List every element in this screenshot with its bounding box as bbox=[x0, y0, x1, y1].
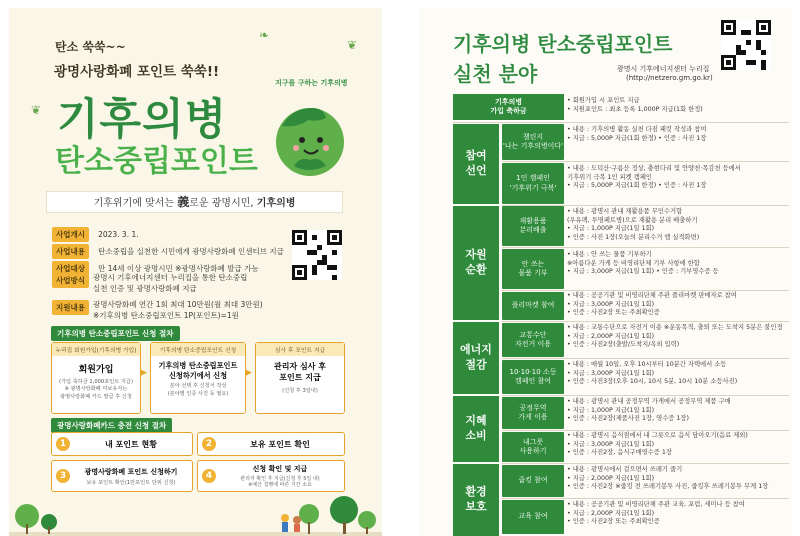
leaf-icon: ❧ bbox=[259, 28, 270, 42]
row-desc: • 내용 : 안 쓰는 물품 기부하기 ※아름다운 가게 등 비영리단체 기부 사항에 한함 • 지급 : 3,000P 지급(1일 1회) • 인증 : 기부영수증 등 bbox=[567, 251, 719, 275]
arrow-right-icon: ▶ bbox=[245, 368, 252, 378]
procedure-step: 기후의병 탄소중립포인트 신청 기후의병 탄소중립포인트 신청하기에서 신청 분야 선택 후 신청서 작성 (분야별 인증 사진 등 필요) bbox=[150, 342, 246, 414]
mascot-caption: 지구를 구하는 기후의병 bbox=[275, 79, 348, 87]
table-row: 내그릇 사용하기 bbox=[502, 432, 564, 462]
divider bbox=[502, 247, 789, 248]
row-desc: • 내용 : 광명시 관내 공정무역 가게에서 공정무역 제품 구매 • 지급 : 1,000P 지급(1일 1회) • 인증 : 사진2장(제품사진 1장, 영수증 1장) bbox=[567, 398, 731, 422]
table-row: 교통수단 자전거 이용 bbox=[502, 323, 564, 357]
row-desc: • 내용 : 공공기관 및 비영리단체 주관 교육, 포럼, 세미나 등 참여 • 지급 : 2,000P 지급(1일 1회) • 인증 : 사진2장 또는 주최확인증 bbox=[567, 501, 745, 525]
divider bbox=[502, 430, 789, 431]
earth-mascot bbox=[264, 86, 352, 184]
table-row: 교육 참여 bbox=[502, 500, 564, 534]
site-name: 광명시 기후에너지센터 누리집 bbox=[617, 65, 710, 73]
card-step: 3 광명사랑화폐 포인트 신청하기 보유 포인트 확인(1만포인트 단위 신청) bbox=[51, 460, 193, 492]
table-header-desc: • 회원가입 시 포인트 지급 • 지원포인트 : 최초 등록 1,000P 지급(1회 한정) bbox=[567, 97, 703, 113]
row-desc: • 내용 : 기후의병 활동 실천 다짐 패킷 작성과 참여 • 지급 : 5,000P 지급(1회 한정) • 인증 : 사진 1장 bbox=[567, 126, 707, 142]
card-step: 2 보유 포인트 확인 bbox=[197, 432, 345, 456]
category-wise-consumption: 지혜 소비 bbox=[453, 396, 499, 462]
tagline: 기후위기에 맞서는 義로운 광명시민, 기후의병 bbox=[46, 191, 343, 213]
divider bbox=[502, 321, 789, 322]
info-row: 사업개시 2023. 3. 1. bbox=[52, 222, 139, 242]
category-participation: 참여 선언 bbox=[453, 124, 499, 204]
divider bbox=[502, 498, 789, 499]
table-row: 재활용품 분리배출 bbox=[502, 206, 564, 246]
qr-code[interactable] bbox=[292, 230, 342, 280]
tree-illustration bbox=[9, 494, 382, 536]
divider bbox=[502, 358, 789, 359]
table-row: 플리마켓 참여 bbox=[502, 292, 564, 320]
category-recycling: 자원 순환 bbox=[453, 206, 499, 320]
page-subtitle: 탄소중립포인트 bbox=[55, 144, 258, 179]
procedure-step: 누리집 회원가입(기후의병 가입) 회원가입 (가입 축하금 1,000포인트 지급) ※ 광명사랑화폐 미보유자는 광명사랑화폐 카드 발급 후 신청 bbox=[51, 342, 141, 414]
right-page bbox=[419, 8, 792, 536]
leaf-icon: ❦ bbox=[31, 103, 42, 117]
arrow-right-icon: ▶ bbox=[140, 368, 147, 378]
divider bbox=[453, 122, 789, 123]
page-title: 기후의병 bbox=[57, 95, 228, 145]
kicker-1: 탄소 쑥쑥~~ bbox=[55, 40, 126, 54]
row-desc: • 내용 : 공공기관 및 비영리단체 주관 플리마켓 판매자로 참여 • 지급 : 3,000P 지급(1일 1회) • 인증 : 사진2장 또는 주최확인증 bbox=[567, 292, 737, 316]
qr-code[interactable] bbox=[721, 20, 771, 70]
divider bbox=[502, 290, 789, 291]
card-procedure-title: 광명사랑화폐카드 충전 신청 절차 bbox=[51, 418, 172, 433]
divider bbox=[502, 161, 789, 162]
table-row: 챌린지 '나는 기후의병이다' bbox=[502, 124, 564, 160]
divider bbox=[502, 463, 789, 464]
card-step: 4 신청 확인 및 지급 관리자 확인 후 지급(신청 후 5일 내) ※예산 집행에 따른 기간 소요 bbox=[197, 460, 345, 492]
info-row: 사업내용 탄소중립을 실천한 시민에게 광명사랑화폐 인센티브 지급 bbox=[52, 239, 284, 259]
procedure-step: 심사 후 포인트 지급 관리자 심사 후 포인트 지급 (신청 후 3일내) bbox=[255, 342, 345, 414]
row-desc: • 내용 : 교통수단으로 자전거 이용 ※운동목적, 출퇴 또는 도착지 5분은 불인정 • 지급 : 2,000P 지급(1일 1회) • 인증 : 사진2장(출발/도착지/옥외 입력) bbox=[567, 324, 783, 348]
page-title: 기후의병 탄소중립포인트 bbox=[453, 32, 673, 56]
table-row: 줍킹 참여 bbox=[502, 465, 564, 497]
divider bbox=[502, 395, 789, 396]
site-url[interactable]: (http://netzero.gm.go.kr) bbox=[626, 74, 713, 82]
table-row: 1인 캠페인 '기후위기 극복' bbox=[502, 163, 564, 204]
leaf-icon: ❦ bbox=[347, 38, 358, 52]
row-desc: • 내용 : 매월 10일, 오후 10시부터 10분간 자택에서 소등 • 지급 : 3,000P 지급(1일 1회) • 인증 : 사진3장(오후 10시, 10시 5분, 10시 10분 소등사진) bbox=[567, 361, 738, 385]
left-page bbox=[9, 8, 382, 536]
category-energy: 에너지 절감 bbox=[453, 322, 499, 394]
row-desc: • 내용 : 광명시 음식점에서 내 그릇으로 음식 담아오기(음료 제외) • 지급 : 3,000P 지급(1일 1회) • 인증 : 사진2장, 음식구매영수증 1장 bbox=[567, 432, 748, 456]
row-desc: • 내용 : 광명시 관내 재활용품 무인수거함 (우유팩, 투명페트병)으로 재활용 분리 배출하기 • 지급 : 1,000P 지급(1일 1회) • 인증 : 사진 1장(오늘의 분리수거 앱 실적화면) bbox=[567, 208, 700, 241]
category-environment: 환경 보호 bbox=[453, 464, 499, 536]
table-row: 공정무역 가게 이용 bbox=[502, 397, 564, 429]
kicker-2: 광명사랑화폐 포인트 쑥쑥!! bbox=[54, 64, 220, 80]
table-row: 안 쓰는 물품 기부 bbox=[502, 249, 564, 289]
info-row: 사업방식 광명시 기후에너지센터 누리집을 통한 탄소중립 실천 인증 및 광명사랑화폐 지급 bbox=[52, 273, 312, 294]
info-row: 지원내용 광명사랑화폐 연간 1회 최대 10만원(월 최대 3만원) ※기후의병 탄소중립포인트 1P(포인트)=1원 bbox=[52, 300, 312, 321]
table-header: 기후의병 가입 축하금 bbox=[453, 94, 564, 120]
row-desc: • 내용 : 도덕산·구름산 정상, 충현다리 및 안양천·목감천 등에서 기후위기 극복 1인 피켓 캠페인 • 지급 : 5,000P 지급(1회 한정) • 인증 : 사진 1장 bbox=[567, 165, 741, 189]
row-desc: • 내용 : 광명시에서 걸으면서 쓰레기 줍기 • 지급 : 2,000P 지급(1일 1회) • 인증 : 사진2장 ※줍킹 전 쓰레기봉투 사진, 줍킹후 쓰레기봉투 무게 1장 bbox=[567, 466, 769, 490]
card-step: 1 내 포인트 현황 bbox=[51, 432, 193, 456]
page-subtitle: 실천 분야 bbox=[453, 62, 538, 86]
procedure-title: 기후의병 탄소중립포인트 신청 절차 bbox=[51, 326, 180, 341]
table-row: 10·10·10 소등 캠페인 참여 bbox=[502, 360, 564, 394]
info-row: 사업대상 만 14세 이상 광명시민 ※광명사랑화폐 발급 가능 bbox=[52, 256, 259, 276]
